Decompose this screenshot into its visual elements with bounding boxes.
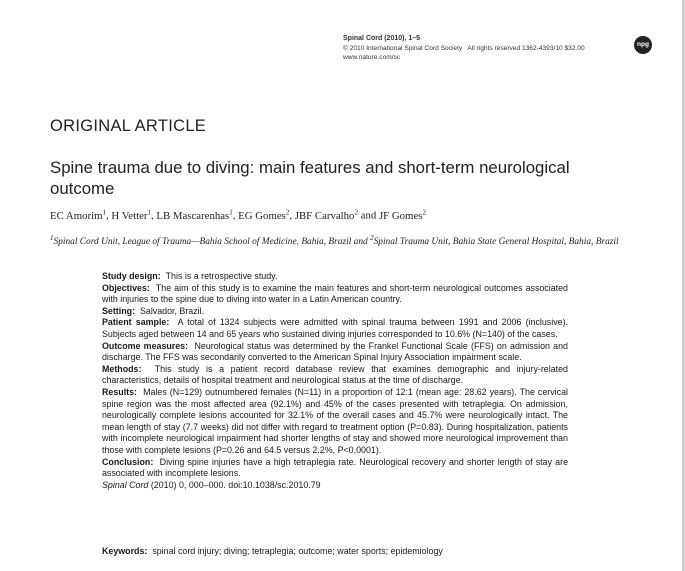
copyright-line	[343, 44, 585, 54]
conclusion: Conclusion: Diving spine injuries have a high tetraplegia rate. Neurological recovery and shorter length of stay are associated with incomplete lesions.	[102, 456, 569, 479]
author[interactable]: EG Gomes$^2$	[238, 208, 290, 222]
section-title: ORIGINAL ARTICLE	[50, 117, 207, 135]
author[interactable]: EC Amorim$^1$	[50, 208, 106, 222]
journal-header	[343, 34, 585, 63]
setting: Setting: Salvador, Brazil.	[102, 305, 205, 316]
author[interactable]: JBF Carvalho$^2$	[294, 208, 358, 222]
author-list: EC Amorim$^1$, H Vetter$^1$, LB Mascarenhas$^1$, EG Gomes$^2$, JBF Carvalho$^2$ and JF Gomes$^2$	[50, 208, 426, 222]
author[interactable]: LB Mascarenhas$^1$	[156, 208, 233, 222]
study-design: Study design: This is a retrospective study.	[102, 271, 278, 281]
keywords: Keywords: spinal cord injury; diving; tetraplegia; outcome; water sports; epidemiology	[102, 546, 443, 556]
outcome-measures: Outcome measures: Neurological status was determined by the Frankel Functional Scale (FFS) on admission and discharge. The FFS was secondarily converted to the American Spinal Injury Association impairment scale.	[102, 340, 568, 363]
journal-url[interactable]: www.nature.com/sc	[343, 54, 401, 62]
abstract	[102, 271, 568, 491]
author[interactable]: H Vetter$^1$	[111, 208, 151, 222]
article-title: Spine trauma due to diving: main features and short-term neurological outcome	[50, 158, 570, 198]
patient-sample: Patient sample: A total of 1324 subjects were admitted with spinal trauma between 1991 and 2006 (inclusive). Subjects aged between 14 and 65 years who sustained diving injuries corresponded to 10.6% (N=140) of the cases.	[102, 317, 568, 339]
rights: All rights reserved 1362-4393/10 $32.00	[467, 44, 585, 52]
results: Results: Males (N=129) outnumbered females (N=11) in a proportion of 12:1 (mean age: 28.62 years). The cervical spine region was the most affected area (92.1%) and 45% of the cases presented with tetraplegia. On admission, neurologically complete lesions accounted for 32.1% of the overall cases and 45.7% were neurologically intact. The mean length of stay (7.7 weeks) did not differ with regard to treatment option (P=0.83). During hospitalization, patients with incomplete neurological impairment had shorter lengths of stay and showed more neurological improvement than those with complete lesions (P=0.26 and 64.5 versus 2.2%, P<0.0001).	[102, 386, 568, 455]
affiliations: $^1$Spinal Cord Unit, League of Trauma—Bahia School of Medicine, Bahia, Brazil and $^2$Spinal Trauma Unit, Bahia State General Hospital, Bahia, Brazil	[50, 234, 619, 248]
npg-logo: npg	[634, 36, 652, 54]
methods: Methods: This study is a patient record database review that examines demographic and injury-related characteristics, details of hospital treatment and neurological status at the time of discharge.	[102, 363, 568, 386]
author[interactable]: JF Gomes$^2$	[378, 208, 426, 222]
copyright: © 2010 International Spinal Cord Society	[343, 44, 463, 52]
objectives: Objectives: The aim of this study is to examine the main features and short-term neurological outcomes associated with injuries to the spine due to diving into water in a Latin American country.	[102, 282, 568, 305]
journal-citation: Spinal Cord (2010), 1–5	[343, 35, 421, 42]
citation: Spinal Cord (2010) 0, 000–000. doi:10.1038/sc.2010.79	[102, 479, 321, 490]
